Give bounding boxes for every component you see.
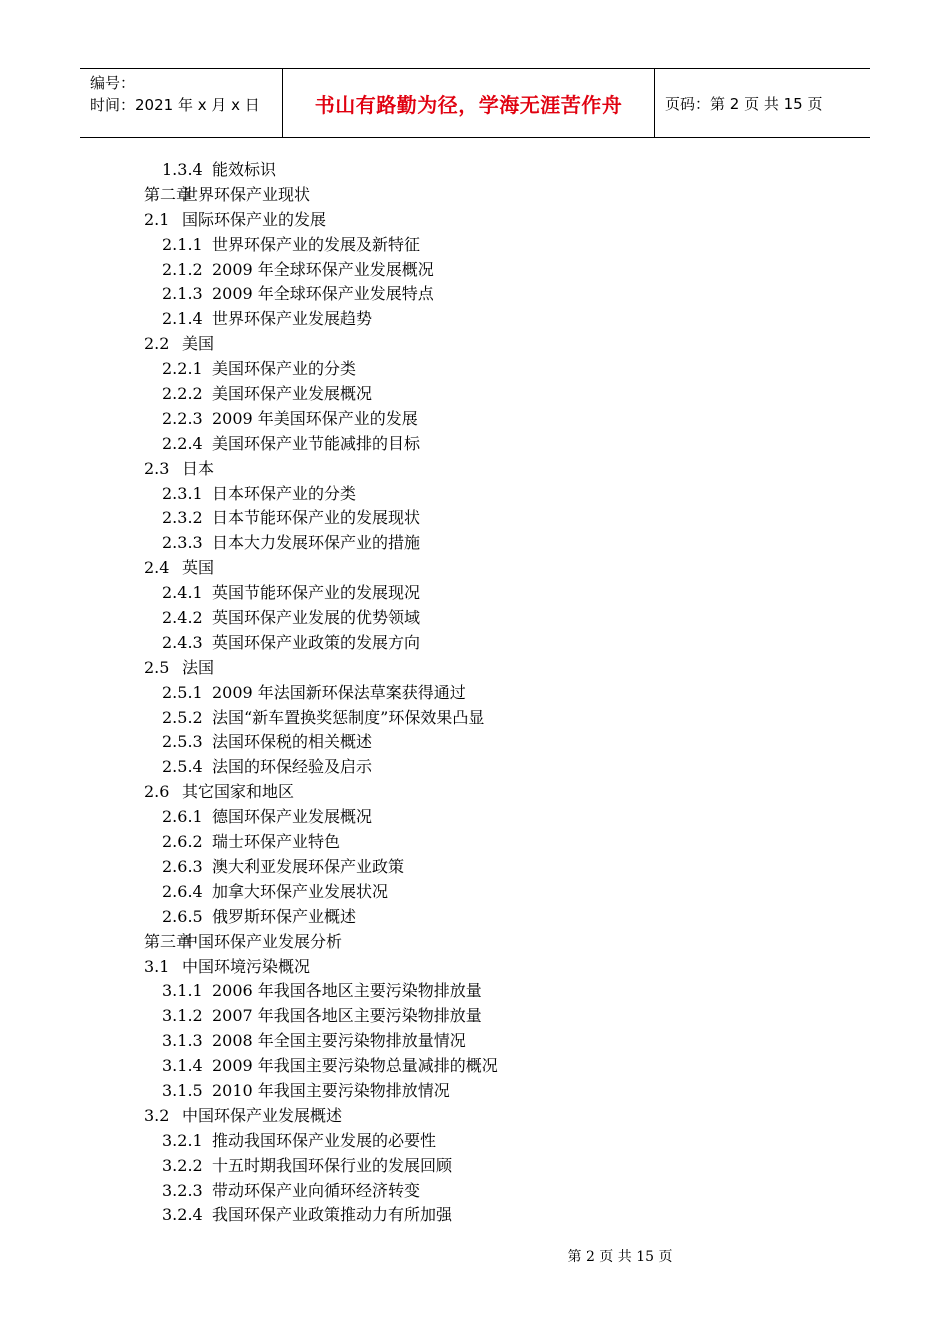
toc-entry-number: 2.3 <box>144 458 170 478</box>
table-of-contents <box>0 158 950 1228</box>
toc-entry <box>0 1129 950 1154</box>
toc-entry <box>0 1104 950 1129</box>
toc-entry-title: 法国环保税的相关概述 <box>212 732 373 752</box>
toc-entry <box>0 307 950 332</box>
toc-entry <box>0 880 950 905</box>
toc-entry-title: 日本环保产业的分类 <box>212 483 357 503</box>
toc-entry-number: 2.6.4 <box>162 881 203 901</box>
toc-entry-number: 2.4.2 <box>162 608 203 628</box>
toc-entry-title: 美国 <box>182 334 215 354</box>
toc-entry-title: 中国环保产业发展分析 <box>182 931 343 951</box>
toc-entry-title: 法国的环保经验及启示 <box>212 757 373 777</box>
toc-entry-title: 我国环保产业政策推动力有所加强 <box>212 1205 453 1225</box>
toc-entry-title: 德国环保产业发展概况 <box>212 807 373 827</box>
toc-entry <box>0 482 950 507</box>
toc-entry-number: 3.2.1 <box>162 1130 203 1150</box>
toc-entry <box>0 332 950 357</box>
toc-entry <box>0 631 950 656</box>
toc-entry-number: 2.3.3 <box>162 533 203 553</box>
toc-entry-title: 英国 <box>182 558 215 578</box>
toc-entry <box>0 357 950 382</box>
toc-entry-title: 英国环保产业政策的发展方向 <box>212 632 421 652</box>
toc-entry <box>0 979 950 1004</box>
toc-entry-title: 澳大利亚发展环保产业政策 <box>212 856 405 876</box>
toc-entry-title: 法国 <box>182 657 215 677</box>
toc-entry-number: 3.1 <box>144 956 170 976</box>
toc-entry <box>0 556 950 581</box>
toc-entry <box>0 531 950 556</box>
toc-entry <box>0 506 950 531</box>
toc-entry-title: 带动环保产业向循环经济转变 <box>212 1180 421 1200</box>
toc-entry-number: 2.5 <box>144 657 170 677</box>
toc-entry-title: 2009 年法国新环保法草案获得通过 <box>212 682 466 702</box>
toc-entry <box>0 830 950 855</box>
toc-entry-title: 中国环保产业发展概述 <box>182 1105 343 1125</box>
page-header <box>80 68 870 138</box>
header-left-cell <box>80 69 282 137</box>
toc-entry-number: 2.6.2 <box>162 832 203 852</box>
toc-entry <box>0 457 950 482</box>
document-date-label: 时间：2021 年 x 月 x 日 <box>90 96 260 114</box>
toc-entry-number: 2.4.3 <box>162 632 203 652</box>
toc-entry <box>0 233 950 258</box>
toc-entry <box>0 1054 950 1079</box>
page-footer: 第 2 页 共 15 页 <box>567 1249 673 1265</box>
toc-entry-number: 3.1.2 <box>162 1006 203 1026</box>
toc-entry-title: 俄罗斯环保产业概述 <box>212 906 357 926</box>
toc-entry-number: 2.2.4 <box>162 433 203 453</box>
toc-entry-number: 3.2.3 <box>162 1180 203 1200</box>
toc-entry <box>0 1154 950 1179</box>
toc-entry-number: 3.1.5 <box>162 1080 203 1100</box>
toc-entry <box>0 208 950 233</box>
toc-entry-number: 2.5.2 <box>162 707 203 727</box>
toc-entry-title: 日本节能环保产业的发展现状 <box>212 508 421 528</box>
toc-entry <box>0 407 950 432</box>
toc-entry-title: 其它国家和地区 <box>182 782 295 802</box>
toc-entry <box>0 755 950 780</box>
toc-entry-number: 2.6 <box>144 782 170 802</box>
toc-entry-number: 2.5.3 <box>162 732 203 752</box>
toc-entry-number: 第二章 <box>144 184 193 204</box>
toc-entry <box>0 258 950 283</box>
toc-entry-title: 2008 年全国主要污染物排放量情况 <box>212 1031 466 1051</box>
toc-entry-title: 2009 年我国主要污染物总量减排的概况 <box>212 1056 498 1076</box>
toc-entry-number: 2.4.1 <box>162 583 203 603</box>
toc-entry-title: 日本 <box>182 458 215 478</box>
toc-entry-number: 2.6.5 <box>162 906 203 926</box>
toc-entry <box>0 780 950 805</box>
toc-entry-number: 2.5.4 <box>162 757 203 777</box>
toc-entry <box>0 1203 950 1228</box>
toc-entry-title: 世界环保产业现状 <box>182 184 311 204</box>
toc-entry-title: 2010 年我国主要污染物排放情况 <box>212 1080 450 1100</box>
toc-entry-number: 2.2 <box>144 334 170 354</box>
toc-entry-number: 2.2.3 <box>162 408 203 428</box>
toc-entry-title: 十五时期我国环保行业的发展回顾 <box>212 1155 453 1175</box>
toc-entry <box>0 905 950 930</box>
toc-entry-number: 2.3.1 <box>162 483 203 503</box>
toc-entry-title: 世界环保产业的发展及新特征 <box>212 234 421 254</box>
toc-entry-title: 中国环境污染概况 <box>182 956 311 976</box>
toc-entry-number: 2.5.1 <box>162 682 203 702</box>
toc-entry <box>0 158 950 183</box>
toc-entry-number: 3.1.4 <box>162 1056 203 1076</box>
toc-entry <box>0 1029 950 1054</box>
toc-entry <box>0 730 950 755</box>
toc-entry-number: 1.3.4 <box>162 160 203 179</box>
header-motto: 书山有路勤为径，学海无涯苦作舟 <box>282 69 655 137</box>
toc-entry <box>0 855 950 880</box>
toc-entry-title: 国际环保产业的发展 <box>182 209 327 229</box>
toc-entry-number: 2.4 <box>144 558 170 578</box>
toc-entry-number: 2.3.2 <box>162 508 203 528</box>
toc-entry-title: 英国环保产业发展的优势领域 <box>212 608 421 628</box>
toc-entry <box>0 606 950 631</box>
toc-entry-title: 美国环保产业的分类 <box>212 359 357 379</box>
toc-entry <box>0 382 950 407</box>
toc-entry-number: 2.2.1 <box>162 359 203 379</box>
toc-entry <box>0 930 950 955</box>
toc-entry-title: 美国环保产业节能减排的目标 <box>212 433 421 453</box>
toc-entry-number: 2.1.2 <box>162 259 203 279</box>
toc-entry-number: 3.2 <box>144 1105 170 1125</box>
document-code-label: 编号： <box>90 74 136 92</box>
toc-entry-number: 2.2.2 <box>162 384 203 404</box>
toc-entry-title: 美国环保产业发展概况 <box>212 384 373 404</box>
toc-entry-number: 2.6.3 <box>162 856 203 876</box>
toc-entry-title: 法国“新车置换奖惩制度”环保效果凸显 <box>212 707 485 727</box>
toc-entry <box>0 656 950 681</box>
toc-entry-title: 瑞士环保产业特色 <box>212 832 341 852</box>
toc-entry-number: 3.1.3 <box>162 1031 203 1051</box>
toc-entry-number: 2.1 <box>144 209 170 229</box>
toc-entry <box>0 183 950 208</box>
toc-entry <box>0 706 950 731</box>
toc-entry <box>0 681 950 706</box>
toc-entry-title: 2007 年我国各地区主要污染物排放量 <box>212 1006 482 1026</box>
toc-entry <box>0 432 950 457</box>
toc-entry-number: 2.6.1 <box>162 807 203 827</box>
toc-entry-title: 推动我国环保产业发展的必要性 <box>212 1130 437 1150</box>
toc-entry-title: 2009 年美国环保产业的发展 <box>212 408 418 428</box>
toc-entry <box>0 1179 950 1204</box>
toc-entry <box>0 805 950 830</box>
toc-entry-title: 世界环保产业发展趋势 <box>212 309 373 329</box>
toc-entry <box>0 955 950 980</box>
toc-entry-number: 2.1.1 <box>162 234 203 254</box>
toc-entry <box>0 1004 950 1029</box>
toc-entry-number: 3.2.4 <box>162 1205 203 1225</box>
toc-entry-title: 能效标识 <box>212 160 277 179</box>
toc-entry-title: 2009 年全球环保产业发展特点 <box>212 284 434 304</box>
toc-entry-number: 3.1.1 <box>162 981 203 1001</box>
toc-entry-number: 2.1.3 <box>162 284 203 304</box>
toc-entry-title: 日本大力发展环保产业的措施 <box>212 533 421 553</box>
toc-entry-title: 2009 年全球环保产业发展概况 <box>212 259 434 279</box>
toc-entry-title: 加拿大环保产业发展状况 <box>212 881 389 901</box>
toc-entry <box>0 282 950 307</box>
toc-entry-title: 英国节能环保产业的发展现况 <box>212 583 421 603</box>
toc-entry <box>0 1079 950 1104</box>
toc-entry-number: 第三章 <box>144 931 193 951</box>
toc-entry-number: 3.2.2 <box>162 1155 203 1175</box>
toc-entry-title: 2006 年我国各地区主要污染物排放量 <box>212 981 482 1001</box>
toc-entry <box>0 581 950 606</box>
header-page-number: 页码：第 2 页 共 15 页 <box>665 94 823 113</box>
toc-entry-number: 2.1.4 <box>162 309 203 329</box>
